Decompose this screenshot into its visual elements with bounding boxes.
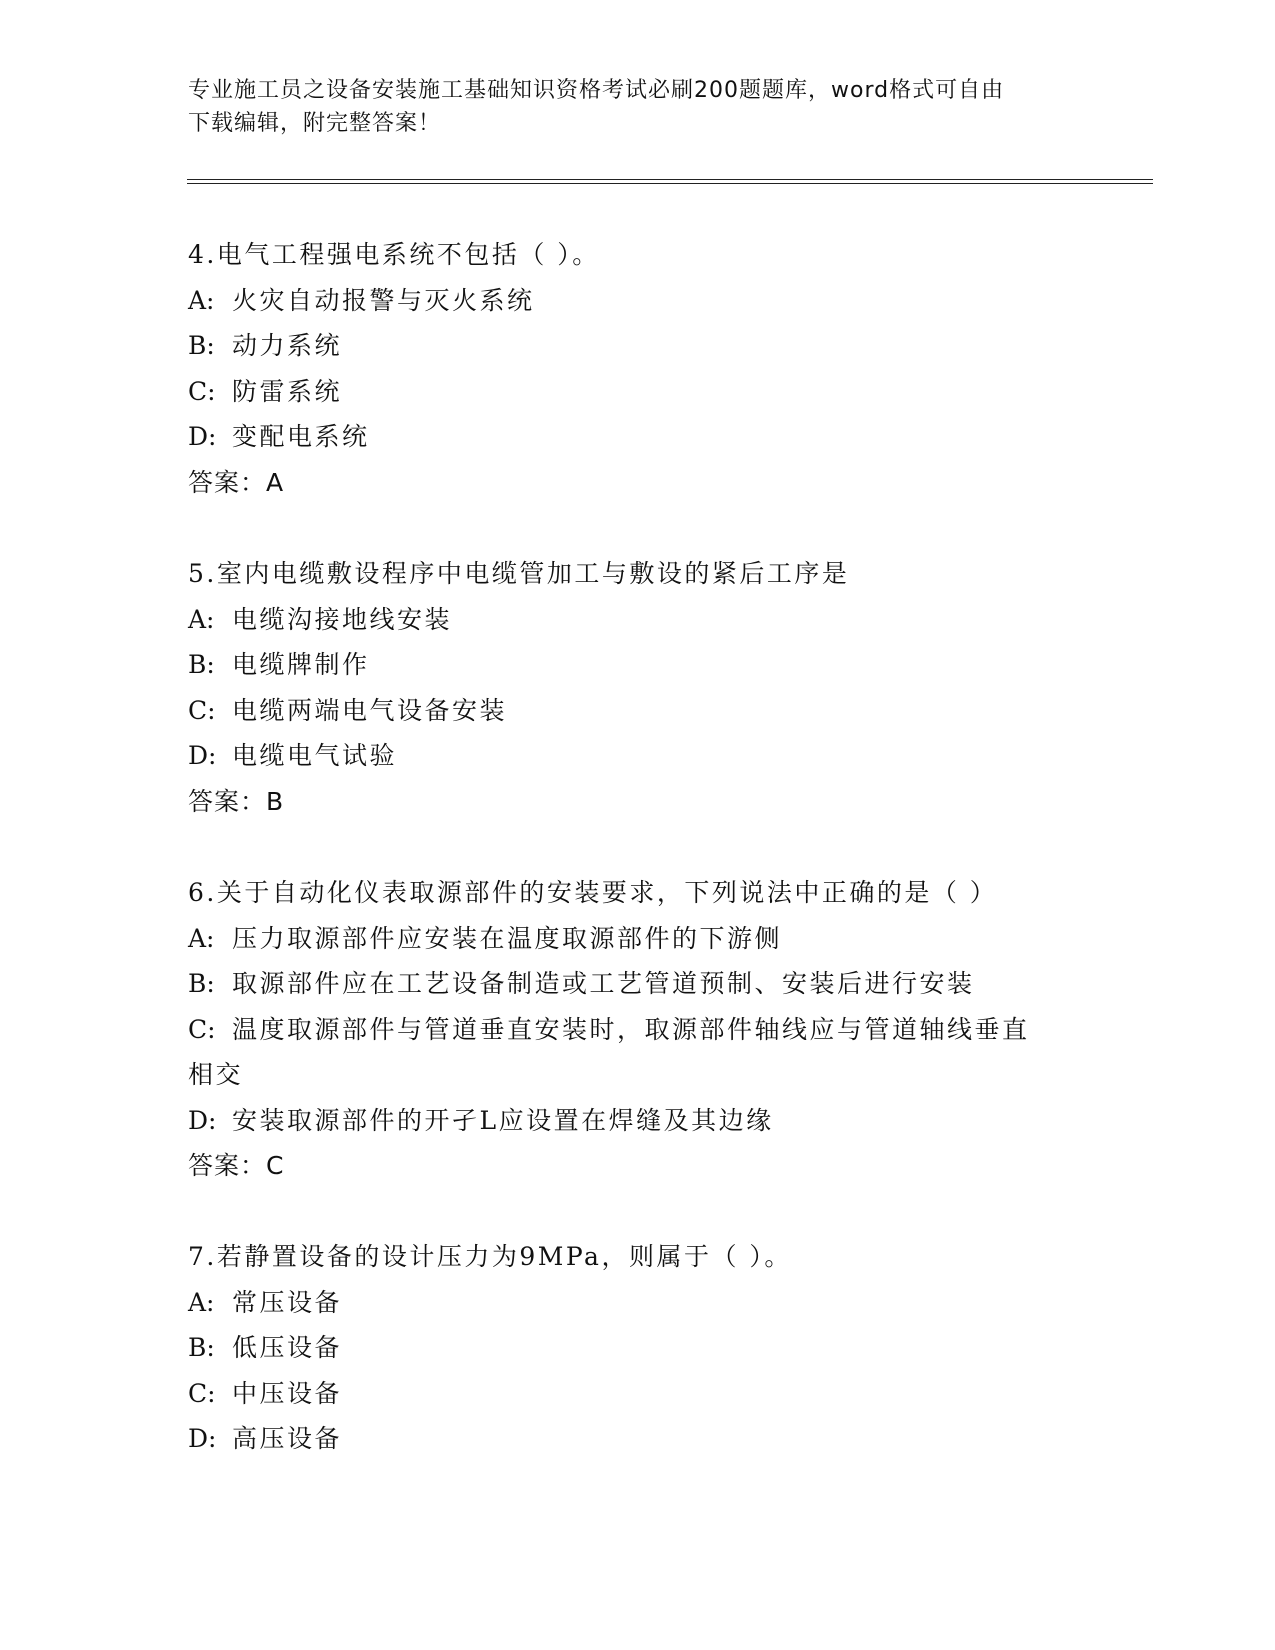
option-key: D: [188,1424,217,1453]
option-text: 安装取源部件的开孑L应设置在焊缝及其边缘 [232,1105,774,1135]
option-text: 变配电系统 [232,422,370,451]
option-a [188,597,1088,643]
question-stem: 7.若静置设备的设计压力为9MPa，则属于（ ）。 [188,1242,792,1271]
option-c [188,688,1088,734]
option-key: D: [188,741,217,770]
option-key: B: [188,331,215,360]
option-d [188,414,1088,460]
option-text: 动力系统 [232,331,343,360]
option-key: B: [188,969,215,998]
header-line-1: 专业施工员之设备安装施工基础知识资格考试必刷200题题库，word格式可自由 [188,78,1005,103]
header-line-2: 下载编辑，附完整答案！ [188,111,442,136]
option-c [188,1007,1088,1053]
option-a [188,916,1088,962]
option-key: D: [188,422,217,451]
option-key: B: [188,1333,215,1362]
option-d [188,1416,1088,1462]
answer-label: 答案：C [188,1151,285,1180]
option-d [188,1098,1088,1144]
option-text: 高压设备 [232,1424,343,1453]
option-key: D: [188,1105,217,1135]
option-text: 电缆沟接地线安装 [232,604,453,634]
question-stem: 4.电气工程强电系统不包括（ ）。 [188,240,600,269]
option-text: 温度取源部件与管道垂直安装时，取源部件轴线应与管道轴线垂直 [232,1014,1030,1044]
option-key: C: [188,695,216,725]
header-rule-top [187,179,1153,180]
option-text: 相交 [188,1060,244,1089]
option-key: A: [188,1287,215,1317]
option-a [188,1280,1088,1326]
option-key: C: [188,376,216,406]
option-text: 防雷系统 [232,376,343,406]
question-4 [188,232,1088,505]
option-c-continuation [188,1052,1088,1098]
option-text: 中压设备 [232,1378,343,1408]
option-key: A: [188,604,215,634]
option-key: B: [188,650,215,679]
header-rule-bottom [187,183,1153,184]
option-key: A: [188,285,215,315]
document-header [188,74,1088,140]
question-stem: 6.关于自动化仪表取源部件的安装要求，下列说法中正确的是（ ） [188,878,998,907]
option-key: C: [188,1014,216,1044]
answer-label: 答案：A [188,467,285,497]
question-7 [188,1234,1088,1462]
option-c [188,369,1088,415]
question-5 [188,551,1088,824]
option-key: C: [188,1378,216,1408]
option-a [188,278,1088,324]
option-text: 取源部件应在工艺设备制造或工艺管道预制、安装后进行安装 [232,969,975,998]
option-b [188,323,1088,369]
question-6 [188,870,1088,1189]
option-b [188,642,1088,688]
option-c [188,1371,1088,1417]
answer-label: 答案：B [188,786,285,816]
option-text: 低压设备 [232,1333,343,1362]
option-text: 火灾自动报警与灭火系统 [232,285,535,315]
option-text: 电缆两端电气设备安装 [232,695,508,725]
option-key: A: [188,923,215,953]
option-text: 压力取源部件应安装在温度取源部件的下游侧 [232,923,783,953]
question-stem: 5.室内电缆敷设程序中电缆管加工与敷设的紧后工序是 [188,559,850,588]
option-b [188,1325,1088,1371]
option-text: 电缆电气试验 [232,741,398,770]
option-b [188,961,1088,1007]
option-d [188,733,1088,779]
option-text: 电缆牌制作 [232,650,370,679]
option-text: 常压设备 [232,1287,343,1317]
